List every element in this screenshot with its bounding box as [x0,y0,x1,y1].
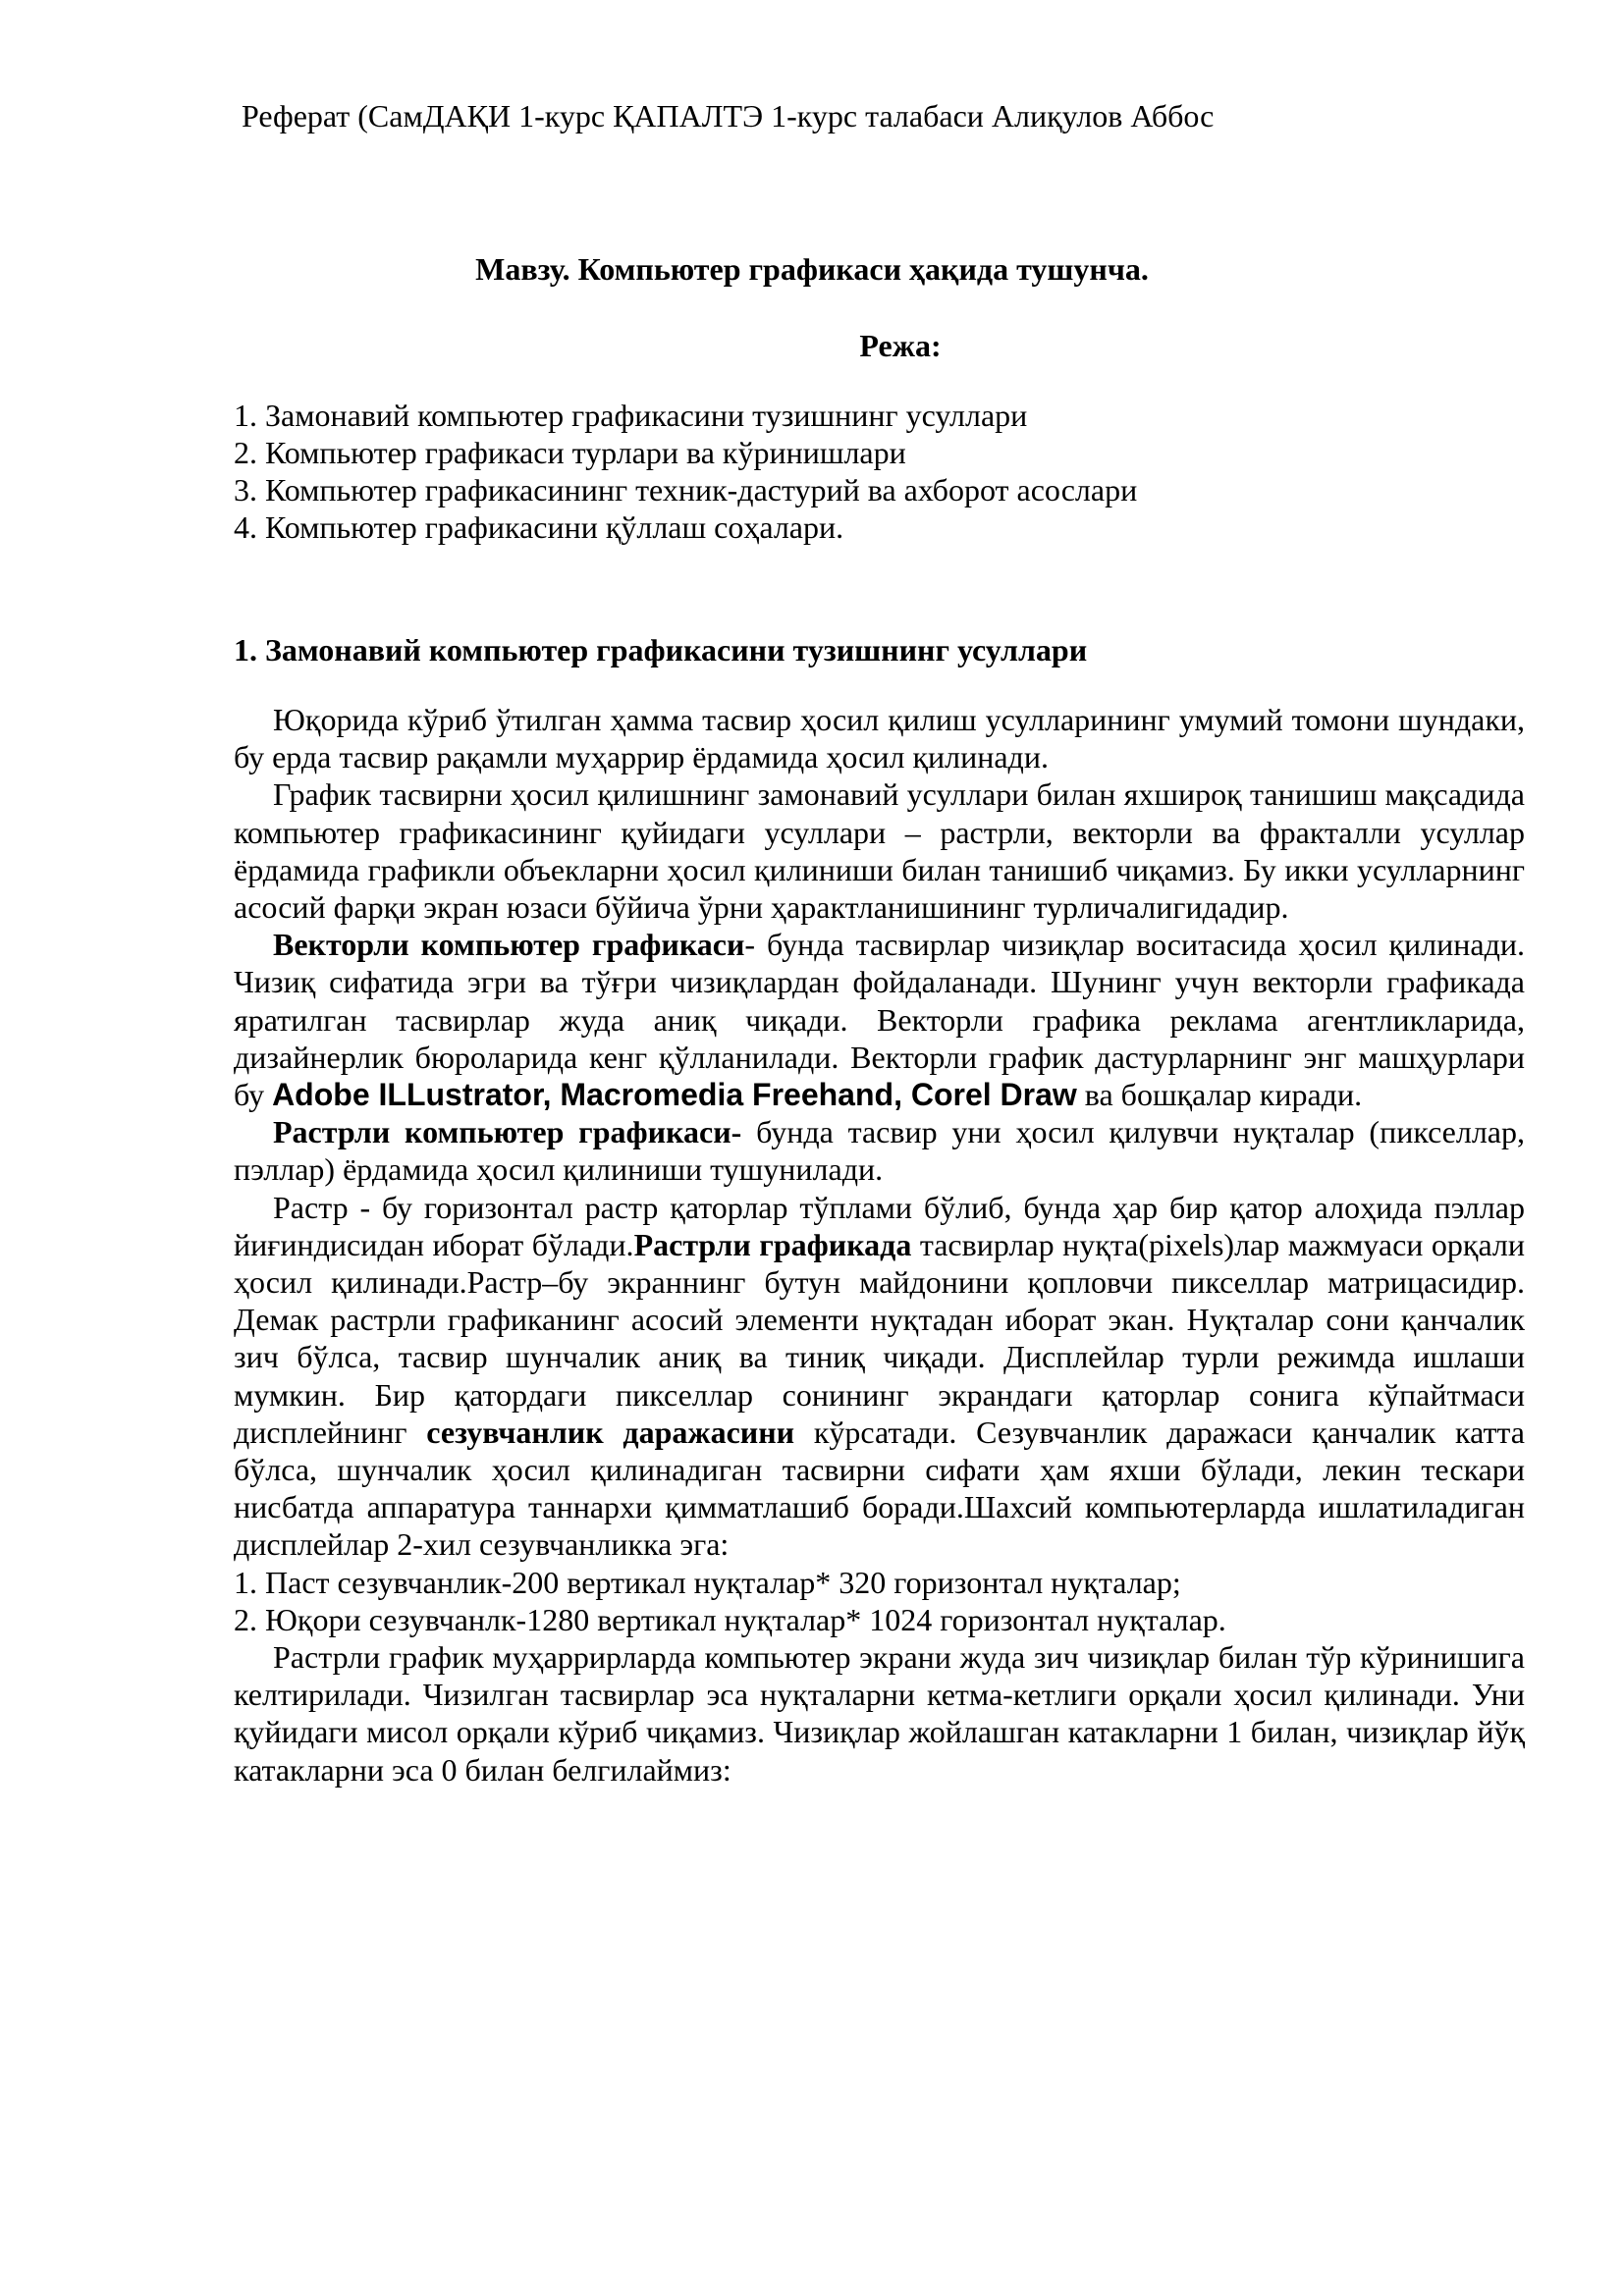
paragraph: График тасвирни ҳосил қилишнинг замонавий усуллари билан яхшироқ танишиш мақсадида компьютер графикасининг қуйидаги усуллари – растрли, векторли ва фракталли усуллар ёрдамида графикли объекларни ҳосил қилиниши билан танишиб чиқамиз. Бу икки усулларнинг асосий фарқи экран юзаси бўйича ўрни ҳарактланишининг турличалигидадир. [234,776,1525,926]
paragraph-text: - бунда тасвирлар чизиқлар воситасида ҳосил қилинади. Чизиқ сифатида эгри ва тўғри чизиқлардан фойдаланади. Шунинг учун векторли графикада яратилган тасвирлар жуда аниқ чиқади. Векторли графика реклама агентликларида, дизайнерлик бюроларида кенг қўлланилади. Векторли график дастурларнинг энг машҳурлари бу [234,927,1526,1113]
document-body [234,701,1525,1789]
term-vector-graphics: Векторли компьютер графикаси [273,927,745,963]
list-item: 2. Юқори сезувчанлк-1280 вертикал нуқталар* 1024 горизонтал нуқталар. [234,1601,1226,1637]
paragraph-text: ва бошқалар киради. [1076,1077,1363,1113]
term-raster-graphics-inline: Растрли графикада [633,1226,912,1262]
toc-item: 3. Компьютер графикасининг техник-дастурий ва ахборот асослари [234,472,1138,507]
paragraph [234,1113,1525,1188]
plan-heading: Режа: [859,328,942,363]
paragraph-text: Растр - бу горизонтал растр қаторлар тўплами бўлиб, бунда ҳар бир қатор алоҳида пэллар йиғиндисидан иборат бўлади. [234,1189,1525,1262]
list-item: 1. Паст сезувчанлик-200 вертикал нуқталар* 320 горизонтал нуқталар; [234,1564,1181,1600]
toc-item: 2. Компьютер графикаси турлари ва кўринишлари [234,435,906,470]
paragraph [234,1189,1525,1564]
paragraph: Растрли график муҳаррирларда компьютер экрани жуда зич чизиқлар билан тўр кўринишига келтирилади. Чизилган тасвирлар эса нуқталарни кетма-кетлиги орқали ҳосил қилинади. Уни қуйидаги мисол орқали кўриб чиқамиз. Чизиқлар жойлашган катакларни 1 билан, чизиқлар йўқ катакларни эса 0 билан белгилаймиз: [234,1639,1525,1788]
section-heading: 1. Замонавий компьютер графикасини тузишнинг усуллари [234,632,1088,667]
term-resolution: сезувчанлик даражасини [426,1414,795,1450]
document-title: Мавзу. Компьютер графикаси ҳақида тушунча. [475,251,1149,287]
paragraph-text: тасвирлар нуқта(pixels)лар мажмуаси орқали ҳосил қилинади.Растр–бу экраннинг бутун майдонини қопловчи пикселлар матрицасидир. Демак растрли графиканинг асосий элементи нуқтадан иборат экан. Нуқталар сони қанчалик зич бўлса, тасвир шунчалик аниқ ва тиниқ чиқади. Дисплейлар турли режимда ишлаши мумкин. Бир қатордаги пикселлар сонининг экрандаги қаторлар сонига кўпайтмаси дисплейнинг [234,1226,1526,1450]
paragraph-text: кўрсатади. Сезувчанлик даражаси қанчалик катта бўлса, шунчалик ҳосил қилинадиган тасвирни сифати ҳам яхши бўлади, лекин тескари нисбатда аппаратура таннархи қимматлашиб боради.Шахсий компьютерларда ишлатиладиган дисплейлар 2-хил сезувчанликка эга: [234,1414,1526,1563]
paragraph-text: бунда тасвир уни ҳосил қилувчи нуқталар (пикселлар, пэллар) ёрдамида ҳосил қилиниши тушунилади. [234,1114,1526,1188]
paragraph [234,926,1525,1113]
paragraph: Юқорида кўриб ўтилган ҳамма тасвир ҳосил қилиш усулларининг умумий томони шундаки, бу ерда тасвир рақамли муҳаррир ёрдамида ҳосил қилинади. [234,702,1525,775]
term-raster-graphics: Растрли компьютер графикаси- [273,1114,742,1150]
toc-item: 4. Компьютер графикасини қўллаш соҳалари. [234,509,844,545]
toc-item: 1. Замонавий компьютер графикасини тузишнинг усуллари [234,398,1028,433]
page-header: Реферат (СамДАҚИ 1-курс ҚАПАЛТЭ 1-курс талабаси Алиқулов Аббос [242,98,1215,133]
table-of-contents [234,397,1510,546]
program-names: Adobe ILLustrator, Macromedia Freehand, Corel Draw [272,1077,1077,1113]
